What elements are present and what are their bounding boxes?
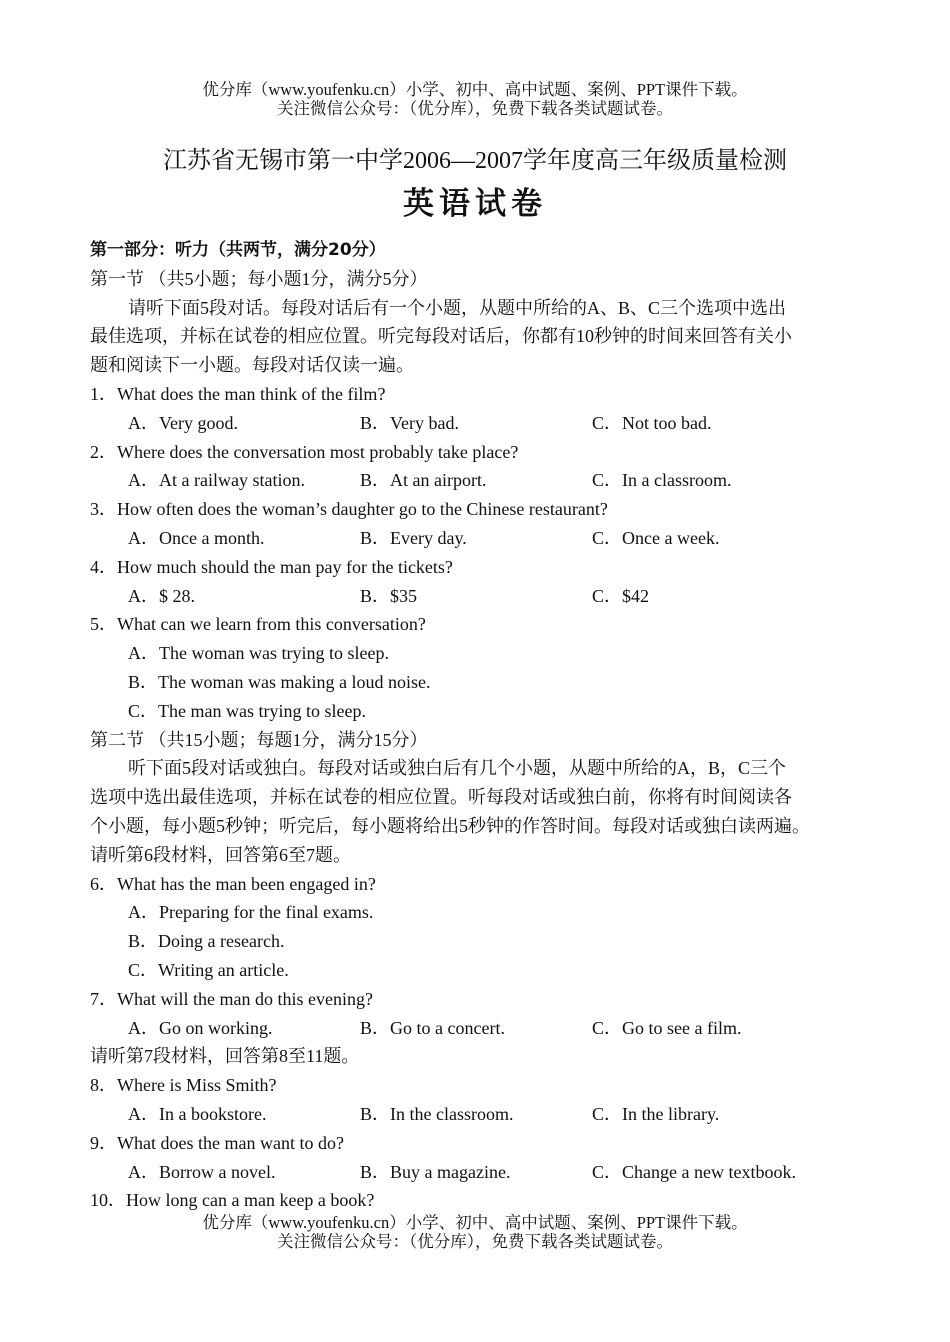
question-text: Where is Miss Smith? bbox=[117, 1075, 277, 1096]
option-b: B．At an airport. bbox=[360, 470, 487, 491]
exam-content bbox=[90, 236, 880, 1215]
option-c: C．In a classroom. bbox=[592, 470, 732, 491]
option-b: B．The woman was making a loud noise. bbox=[128, 671, 431, 692]
page-header bbox=[0, 80, 950, 118]
option-a: A．Borrow a novel. bbox=[128, 1161, 276, 1182]
option-a: A．Preparing for the final exams. bbox=[128, 902, 374, 923]
question-5 bbox=[90, 610, 880, 639]
question-1 bbox=[90, 380, 880, 409]
question-number: 10． bbox=[90, 1190, 126, 1211]
option-a: A．At a railway station. bbox=[128, 470, 305, 491]
question-text: What will the man do this evening? bbox=[117, 988, 373, 1009]
question-6 bbox=[90, 870, 880, 899]
question-9 bbox=[90, 1129, 880, 1158]
question-number: 3． bbox=[90, 499, 117, 520]
option-c: C．Once a week. bbox=[592, 527, 720, 548]
material-6-note: 请听第6段材料，回答第6至7题。 bbox=[90, 844, 351, 865]
section2-instruction-1: 听下面5段对话或独白。每段对话或独白后有几个小题，从题中所给的A，B，C三个 bbox=[128, 758, 787, 779]
question-text: Where does the conversation most probably take place? bbox=[117, 441, 519, 462]
option-c: C．Writing an article. bbox=[128, 959, 289, 980]
material-7-note: 请听第7段材料，回答第8至11题。 bbox=[90, 1046, 360, 1067]
option-c: C．Change a new textbook. bbox=[592, 1161, 796, 1182]
part1-heading: 第一部分：听力（共两节，满分20分） bbox=[90, 240, 386, 260]
question-text: How long can a man keep a book? bbox=[126, 1190, 375, 1211]
question-7 bbox=[90, 985, 880, 1014]
question-8-options bbox=[90, 1100, 880, 1129]
option-a: A．The woman was trying to sleep. bbox=[128, 643, 389, 664]
question-2-options bbox=[90, 466, 880, 495]
section2-heading: 第二节 （共15小题；每题1分，满分15分） bbox=[90, 729, 428, 750]
option-a: A．Once a month. bbox=[128, 527, 265, 548]
question-text: What does the man think of the film? bbox=[117, 383, 386, 404]
question-4 bbox=[90, 553, 880, 582]
section2-instruction-3: 个小题，每小题5秒钟；听完后，每小题将给出5秒钟的作答时间。每段对话或独白读两遍。 bbox=[90, 815, 810, 836]
section1-heading: 第一节 （共5小题；每小题1分，满分5分） bbox=[90, 268, 428, 289]
question-3-options bbox=[90, 524, 880, 553]
question-1-options bbox=[90, 409, 880, 438]
question-number: 7． bbox=[90, 988, 117, 1009]
option-b: B．In the classroom. bbox=[360, 1103, 514, 1124]
question-number: 4． bbox=[90, 556, 117, 577]
footer-line-2: 关注微信公众号：（优分库），免费下载各类试题试卷。 bbox=[277, 1232, 673, 1251]
option-a: A．Very good. bbox=[128, 412, 238, 433]
option-a: A．In a bookstore. bbox=[128, 1103, 267, 1124]
option-c: C．Go to see a film. bbox=[592, 1017, 742, 1038]
option-a: A．Go on working. bbox=[128, 1017, 273, 1038]
option-b: B．Very bad. bbox=[360, 412, 459, 433]
page-footer bbox=[0, 1213, 950, 1251]
school-title: 江苏省无锡市第一中学2006—2007学年度高三年级质量检测 bbox=[163, 148, 787, 174]
question-number: 1． bbox=[90, 383, 117, 404]
question-8 bbox=[90, 1071, 880, 1100]
option-c: C．In the library. bbox=[592, 1103, 720, 1124]
question-number: 2． bbox=[90, 441, 117, 462]
question-text: What can we learn from this conversation? bbox=[117, 614, 426, 635]
option-b: B．Buy a magazine. bbox=[360, 1161, 511, 1182]
question-text: What does the man want to do? bbox=[117, 1132, 344, 1153]
section1-instruction-2: 最佳选项，并标在试卷的相应位置。听完每段对话后，你都有10秒钟的时间来回答有关小 bbox=[90, 326, 792, 347]
option-b: B．$35 bbox=[360, 585, 418, 606]
section1-instruction-1: 请听下面5段对话。每段对话后有一个小题，从题中所给的A、B、C三个选项中选出 bbox=[128, 297, 787, 318]
option-c: C．$42 bbox=[592, 585, 650, 606]
question-2 bbox=[90, 438, 880, 467]
option-b: B．Doing a research. bbox=[128, 931, 285, 952]
question-7-options bbox=[90, 1014, 880, 1043]
question-number: 5． bbox=[90, 614, 117, 635]
option-b: B．Every day. bbox=[360, 527, 467, 548]
header-line-2: 关注微信公众号：（优分库），免费下载各类试题试卷。 bbox=[277, 99, 673, 118]
question-text: How often does the woman’s daughter go to the Chinese restaurant? bbox=[117, 499, 608, 520]
question-text: What has the man been engaged in? bbox=[117, 873, 376, 894]
question-number: 6． bbox=[90, 873, 117, 894]
option-c: C．The man was trying to sleep. bbox=[128, 700, 366, 721]
option-b: B．Go to a concert. bbox=[360, 1017, 505, 1038]
question-number: 9． bbox=[90, 1132, 117, 1153]
question-3 bbox=[90, 495, 880, 524]
header-line-1: 优分库（www.youfenku.cn）小学、初中、高中试题、案例、PPT课件下载。 bbox=[202, 80, 748, 99]
question-10 bbox=[90, 1186, 880, 1215]
footer-line-1: 优分库（www.youfenku.cn）小学、初中、高中试题、案例、PPT课件下载。 bbox=[202, 1213, 748, 1232]
question-number: 8． bbox=[90, 1075, 117, 1096]
section1-instruction-3: 题和阅读下一小题。每段对话仅读一遍。 bbox=[90, 355, 414, 376]
question-text: How much should the man pay for the tickets? bbox=[117, 556, 453, 577]
question-9-options bbox=[90, 1158, 880, 1187]
option-a: A．$ 28. bbox=[128, 585, 195, 606]
exam-title: 英语试卷 bbox=[403, 186, 547, 221]
option-c: C．Not too bad. bbox=[592, 412, 712, 433]
section2-instruction-2: 选项中选出最佳选项，并标在试卷的相应位置。听每段对话或独白前，你将有时间阅读各 bbox=[90, 787, 792, 808]
question-4-options bbox=[90, 582, 880, 611]
